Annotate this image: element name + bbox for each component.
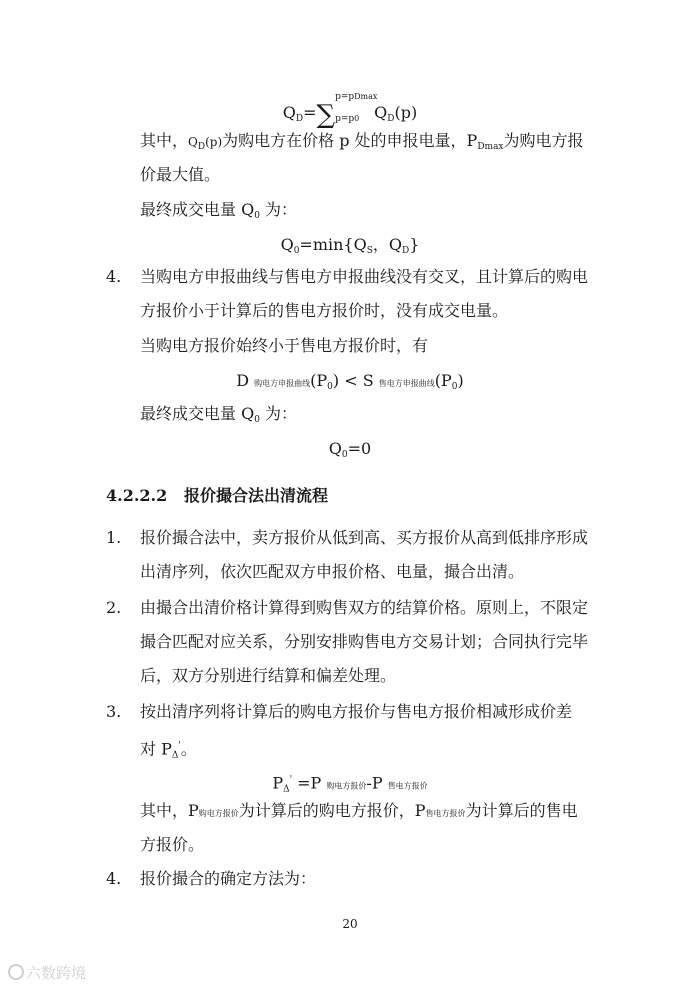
always-less-text: 当购电方报价始终小于售电方报价时，有	[140, 336, 429, 355]
sum-limits: p=pDmax p=p0	[335, 92, 378, 124]
page-number: 20	[342, 917, 358, 931]
list-item-2-line3: 后，双方分别进行结算和偏差处理。	[140, 666, 397, 685]
para-qd-definition: 其中，$Q_D(p)$为购电方在价格 p 处的申报电量，$P_{Dmax}$为购电方报	[140, 131, 584, 152]
list-number: 4.	[106, 267, 122, 286]
list-item-3-line1: 按出清序列将计算后的购电方报价与售电方报价相减形成价差	[140, 702, 573, 721]
final-qty-label-2: 最终成交电量 $Q_0$ 为：	[140, 404, 298, 425]
formula-q0-zero: $Q_0=0$	[328, 439, 372, 460]
item4-top-line2: 方报价小于计算后的售电方报价时，没有成交电量。	[140, 301, 509, 320]
item4-bottom-text: 报价撮合的确定方法为：	[140, 869, 317, 888]
list-number: 1.	[106, 528, 122, 547]
list-item-2-line1: 由撮合出清价格计算得到购售双方的结算价格。原则上，不限定	[140, 598, 589, 617]
section-heading	[106, 486, 328, 506]
formula-inequality: D 购电方申报曲线$(P_0) < S$ 售电方申报曲线$(P_0)$	[236, 371, 464, 392]
formula-qd: $Q_D=\sum$ p=pDmax p=p0 $Q_D(p)$	[282, 92, 418, 130]
watermark: 六数跨境	[8, 962, 86, 983]
section-title: 报价撮合法出清流程	[183, 486, 328, 505]
watermark-logo-icon	[8, 964, 24, 980]
list-number: 2.	[106, 598, 122, 617]
list-item-3-line2: 对 $P_\Delta'$。	[140, 739, 197, 761]
list-item-2-line2: 撮合匹配对应关系，分别安排购售电方交易计划；合同执行完毕	[140, 632, 589, 651]
list-number: 4.	[106, 869, 122, 888]
para-delta-definition: 其中，P购电方报价为计算后的购电方报价，P售电方报价为计算后的售电	[140, 801, 578, 820]
sum-symbol: ∑	[316, 100, 336, 130]
section-number: 4.2.2.2	[106, 486, 168, 505]
list-number: 3.	[106, 702, 122, 721]
final-qty-label-1: 最终成交电量 $Q_0$ 为：	[140, 200, 298, 221]
list-item-1-line2: 出清序列，依次匹配双方申报价格、电量，撮合出清。	[140, 562, 525, 581]
item4-top-line1: 当购电方申报曲线与售电方申报曲线没有交叉，且计算后的购电	[140, 267, 589, 286]
formula-q0-min: $Q_0=\min\{Q_S$，$Q_D$}	[280, 235, 420, 256]
para-qd-definition-line2: 价最大值。	[140, 165, 221, 184]
formula-pdelta: $P_\Delta' =P$ 购电方报价-P 售电方报价	[272, 773, 428, 795]
list-item-1-line1: 报价撮合法中，卖方报价从低到高、买方报价从高到低排序形成	[140, 528, 589, 547]
para-delta-definition-line2: 方报价。	[140, 835, 205, 854]
